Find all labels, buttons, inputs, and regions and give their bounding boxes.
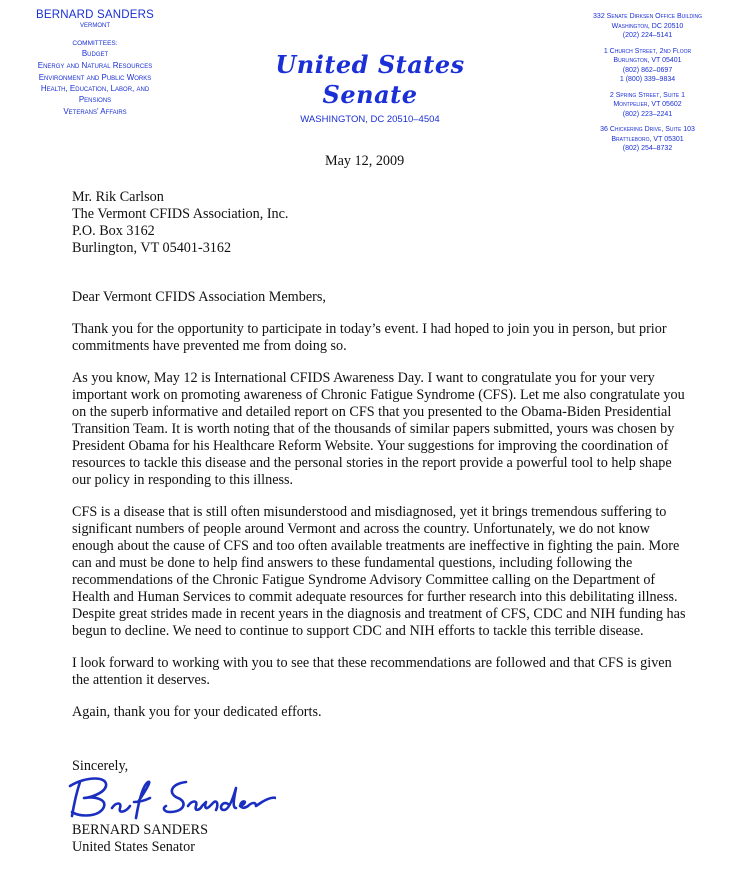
office-dc [570,12,725,41]
paragraph: CFS is a disease that is still often misunderstood and misdiagnosed, yet it brings tremendous suffering to significant numbers of people around Vermont and across the country. Unfortunately, we do not know enough about the cause of CFS and too often available treatments are ineffective in fighting the pain. More can and must be done to help find answers to these fundamental questions, including following the recommendations of the Chronic Fatigue Syndrome Advisory Committee calling on the Department of Health and Human Services to commit adequate resources for further research into this debilitating illness. Despite great strides made in recent years in the diagnosis and treatment of CFS, CDC and NIH funding has begun to decline. We need to continue to support CDC and NIH efforts to tackle this terrible disease. [72,504,686,639]
committee-item: Environment and Public Works [38,73,152,82]
paragraph: As you know, May 12 is International CFIDS Awareness Day. I want to congratulate you for your very important work on promoting awareness of Chronic Fatigue Syndrome (CFS). Let me also congratulate you on the superb informative and detailed report on CFS that you presented to the Obama-Biden Presidential Transition Team. It is worth noting that of the thousands of similar papers submitted, yours was chosen by President Obama for his Healthcare Reform Website. Your suggestions for improving the coordination of resources to tackle this disease and the personal stories in the report provide a powerful tool to help shape our policy in responding to this illness. [72,370,685,488]
signer-block [72,822,208,856]
closing: Sincerely, [72,758,129,774]
office-line: Montpelier, VT 05602 [613,101,682,108]
committee-item: Health, Education, Labor, and [40,84,150,93]
letterhead-title-block [240,50,500,125]
office-line: 332 Senate Dirksen Office Building [593,13,702,20]
office-brattleboro [570,125,725,154]
office-montpelier [570,91,725,120]
office-phone: (802) 254–8732 [622,145,673,152]
committee-item: Pensions [78,95,112,104]
office-line: Burlington, VT 05401 [613,57,682,64]
letterhead-senator-block [10,8,180,118]
office-line: 2 Spring Street, Suite 1 [609,91,686,99]
senate-title: United States Senate [275,50,465,109]
paragraph: Thank you for the opportunity to participate in today’s event. I had hoped to join you in person, but prior commitments have prevented me from doing so. [72,321,667,354]
committee-item: Budget [81,49,109,58]
signature-icon [66,772,276,822]
senator-name: BERNARD SANDERS [35,9,155,21]
paragraph: I look forward to working with you to see that these recommendations are followed and that CFS is given the attention it deserves. [72,655,672,688]
committees-label: COMMITTEES: [72,40,118,47]
letterhead-offices-block [570,12,725,160]
committee-item: Energy and Natural Resources [37,61,153,70]
recipient-line: Mr. Rik Carlson [72,189,164,205]
signer-name: BERNARD SANDERS [72,822,208,838]
recipient-address [72,189,288,257]
paragraph: Again, thank you for your dedicated efforts. [72,704,322,720]
letter-body [72,289,732,736]
office-line: Washington, DC 20510 [611,22,684,30]
office-line: Brattleboro, VT 05301 [611,135,684,143]
signer-title: United States Senator [72,839,195,855]
senator-state: VERMONT [80,23,110,29]
committee-item: Veterans' Affairs [63,107,127,116]
senate-address: WASHINGTON, DC 20510–4504 [300,114,440,125]
office-phone: (802) 223–2241 [622,110,673,118]
office-phone: (802) 862–0697 [622,66,673,74]
office-phone: 1 (800) 339–9834 [619,76,676,83]
office-line: 36 Chickering Drive, Suite 103 [600,126,695,133]
office-burlington [570,47,725,85]
recipient-line: P.O. Box 3162 [72,223,155,239]
salutation: Dear Vermont CFIDS Association Members, [72,289,326,305]
office-phone: (202) 224–5141 [622,32,673,39]
office-line: 1 Church Street, 2nd Floor [603,47,692,55]
letter-date: May 12, 2009 [325,153,405,169]
recipient-line: Burlington, VT 05401-3162 [72,240,232,256]
recipient-line: The Vermont CFIDS Association, Inc. [72,206,289,222]
